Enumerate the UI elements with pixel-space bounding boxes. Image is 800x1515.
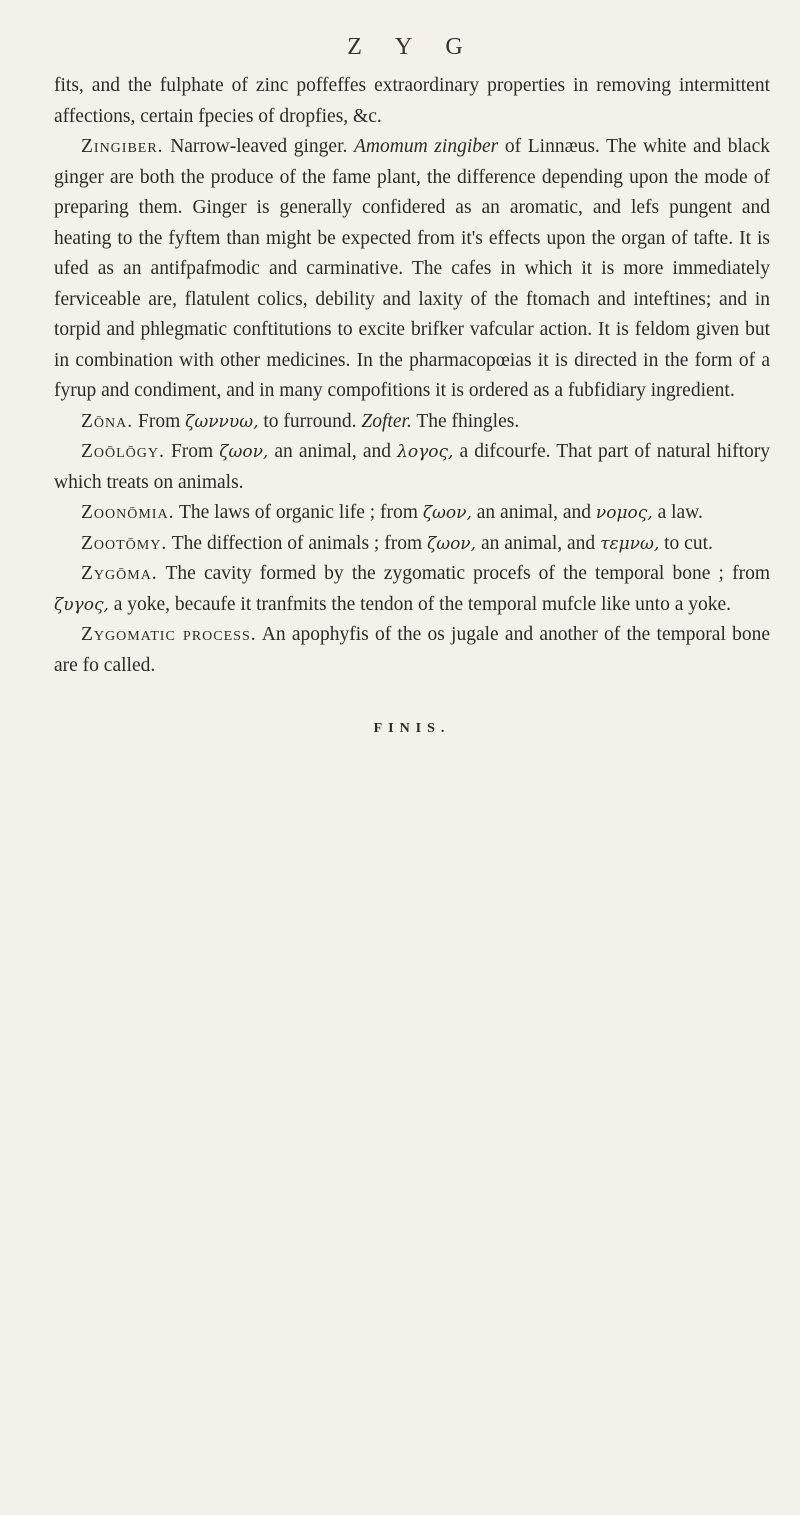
entry-text: a yoke, becaufe it tranfmits the tendon of the temporal mufcle like unto a yoke. (108, 593, 732, 615)
entry-text: The fhingles. (411, 410, 520, 432)
entry-headword: Zoōlōgy. (81, 441, 165, 462)
entries-list (54, 132, 770, 681)
entry-headword: Zoonōmia. (81, 502, 175, 523)
continuation-paragraph: fits, and the fulphate of zinc poffeffes extraordinary properties in removing intermittent affections, certain fpecies of dropfies, &c. (54, 75, 770, 127)
greek-etymon: λογος, (397, 442, 454, 462)
entry-text: to furround. (258, 410, 362, 432)
entry-text: The diffection of animals ; from (167, 532, 427, 554)
entry-text: From (164, 441, 220, 462)
entry-headword: Zootōmy. (81, 532, 168, 554)
entry-headword: Zygōma. (81, 563, 158, 584)
greek-etymon: ζυγος, (54, 594, 109, 615)
entry-headword: Zygomatic process. (81, 624, 257, 645)
entry-text: Narrow-leaved ginger. (163, 136, 355, 157)
italic-term: Zofter. (361, 410, 412, 432)
entry-text: The cavity formed by the zygomatic procefs of the temporal bone ; from (157, 563, 770, 584)
greek-etymon: ζωον, (219, 442, 269, 462)
dictionary-entry (54, 620, 770, 681)
entry-text: The laws of organic life ; from (174, 502, 423, 523)
entry-text: An apophyfis of the os jugale and another of the temporal bone are fo called. (54, 624, 770, 676)
greek-etymon: ζωννυω, (185, 411, 259, 432)
dictionary-entry (54, 437, 770, 498)
greek-etymon: τεμνω, (600, 533, 660, 554)
dictionary-entry (54, 498, 770, 529)
entry-text: of Linnæus. The white and black ginger are both the produce of the fame plant, the difference depending upon the mode of preparing them. Ginger is generally confidered as an aromatic, and lefs pungent and heating to the fyftem than might be expected from it's effects upon the organ of tafte. It is ufed as an antifpafmodic and carminative. The cafes in which it is more immediately ferviceable are, flatulent colics, debility and laxity of the ftomach and inteftines; and in torpid and phlegmatic conftitutions to excite brifker vafcular action. It is feldom given but in combination with other medicines. In the pharmacopœias it is directed in the form of a fyrup and condiment, and in many compofitions it is ordered as a fubfidiary ingredient. (54, 136, 770, 401)
entry-text: a law. (652, 502, 703, 523)
dictionary-entry (54, 559, 770, 620)
running-head: Z Y G (347, 34, 477, 60)
entry-text: From (133, 410, 186, 432)
entry-headword: Zingiber. (81, 136, 164, 157)
greek-etymon: ζωον, (427, 533, 477, 554)
greek-etymon: ζωον, (422, 503, 472, 523)
entry-text: an animal, and (476, 532, 601, 554)
dictionary-entry (54, 529, 770, 560)
dictionary-entry (54, 407, 770, 438)
page (54, 34, 770, 737)
greek-etymon: νομος, (595, 503, 653, 523)
entry-text: to cut. (659, 532, 713, 554)
finis: FINIS. (373, 721, 451, 736)
entry-text: an animal, and (268, 441, 398, 462)
italic-term: Amomum zingiber (354, 136, 499, 157)
dictionary-entry (54, 132, 770, 407)
entry-text: an animal, and (471, 502, 596, 523)
entry-headword: Zōna. (81, 410, 134, 432)
entry-text: a difcourfe. That part of natural hiftory which treats on animals. (54, 441, 771, 493)
